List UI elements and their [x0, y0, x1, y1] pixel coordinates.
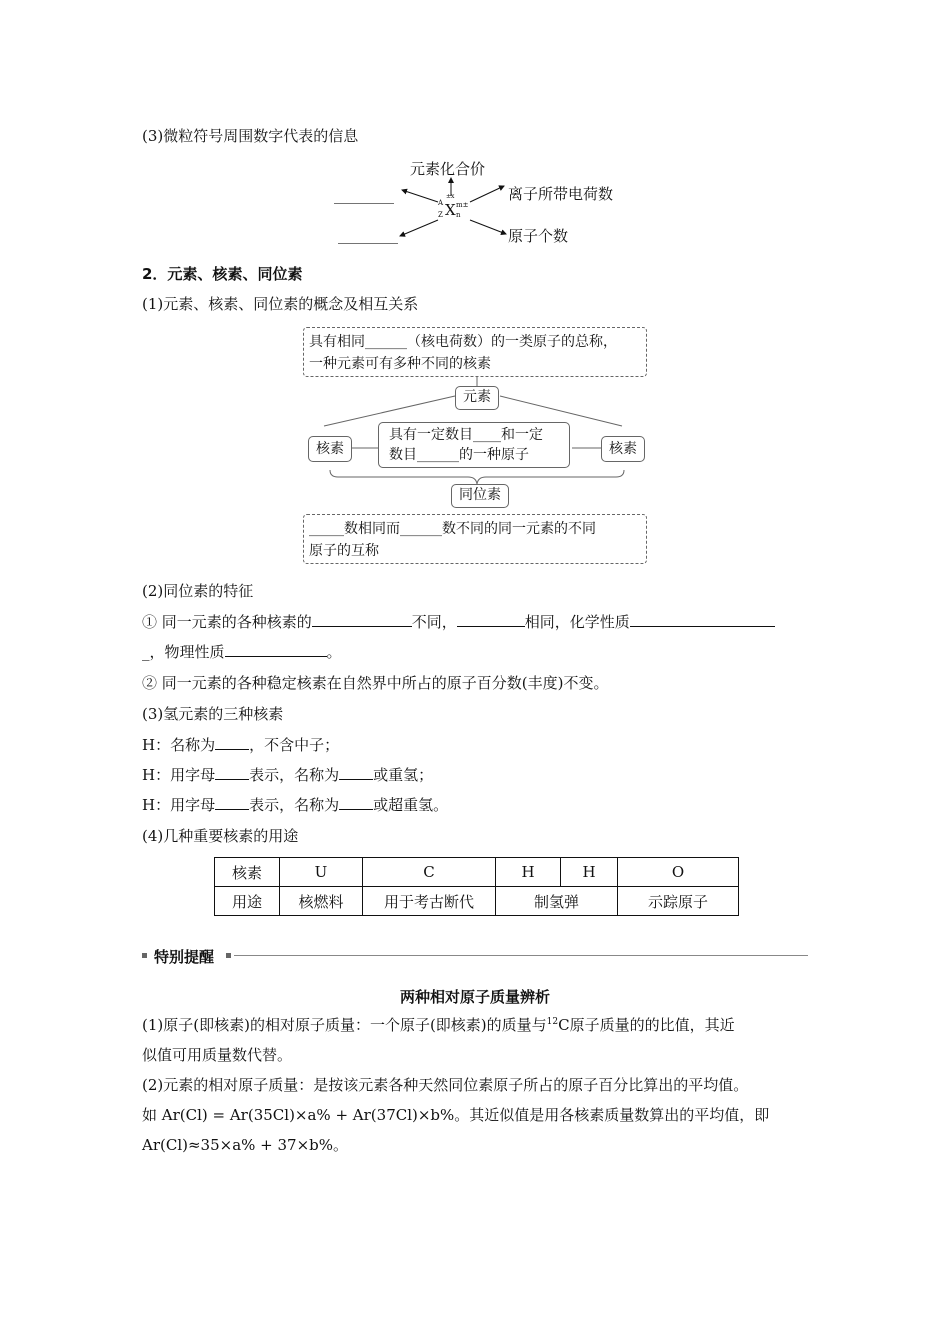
symbol-sup-right: m± [456, 201, 469, 209]
table-cell: 用途 [215, 887, 280, 916]
tip-bullet-right [226, 953, 231, 958]
part2-sub3: (3)氢元素的三种核素 [142, 705, 284, 723]
table-cell: 制氢弹 [496, 887, 618, 916]
h1-text-a: H：名称为 [142, 736, 216, 754]
table-cell: H [496, 858, 561, 887]
table-cell: 用于考古断代 [363, 887, 496, 916]
valence-label: 元素化合价 [410, 160, 486, 178]
feature1-text-c: 相同，化学性质 [524, 613, 630, 631]
isotope-definition-box [303, 514, 647, 564]
h3-text-c: 或超重氢。 [373, 796, 449, 814]
feature1-text-b: 不同， [411, 613, 457, 631]
isotope-def-line2: 原子的互称 [309, 543, 379, 559]
symbol-sub-right: n [456, 211, 461, 219]
isotope-label-box: 同位素 [451, 484, 509, 508]
element-def-line1: 具有相同______（核电荷数）的一类原子的总称， [309, 334, 617, 350]
nuclide-def-line1: 具有一定数目____和一定 [389, 427, 543, 443]
part2-sub2: (2)同位素的特征 [142, 582, 254, 600]
nuclide-def-line2: 数目______的一种原子 [389, 447, 529, 463]
feature2-line: ② 同一元素的各种稳定核素在自然界中所占的原子百分数(丰度)不变。 [142, 674, 609, 692]
feature1-line2 [142, 642, 342, 662]
h3-text-a: H：用字母 [142, 796, 216, 814]
blank-4 [225, 642, 327, 657]
atom-count-label: 原子个数 [508, 227, 569, 245]
tip-label: 特别提醒 [154, 948, 215, 966]
blank-5 [215, 735, 249, 750]
h2-text-a: H：用字母 [142, 766, 216, 784]
element-def-line2: 一种元素可有多种不同的核素 [309, 356, 491, 372]
h2-text-c: 或重氢； [373, 766, 434, 784]
tip-title: 两种相对原子质量辨析 [399, 988, 550, 1006]
table-cell: C [363, 858, 496, 887]
tritium-line [142, 795, 448, 815]
proton-number-blank: ________ [338, 226, 398, 244]
table-row [215, 887, 739, 916]
table-cell: 核素 [215, 858, 280, 887]
ion-charge-label: 离子所带电荷数 [508, 185, 614, 203]
tip-p2-line2: 如 Ar(Cl) = Ar(35Cl)×a% + Ar(37Cl)×b%。其近似值是用各核素质量数算出的平均值，即 [142, 1106, 770, 1124]
feature1-text-d: _，物理性质 [142, 643, 225, 661]
table-row [215, 858, 739, 887]
part2-heading: 2．元素、核素、同位素 [142, 265, 303, 283]
nuclide-left-box: 核素 [308, 436, 352, 462]
tip-p2-line3: Ar(Cl)≈35×a% + 37×b%。 [142, 1136, 349, 1154]
symbol-sup-valence: ±x [446, 193, 455, 200]
tip-p1-line2: 似值可用质量数代替。 [142, 1046, 293, 1064]
blank-9 [339, 795, 373, 810]
feature1-text-e: 。 [326, 643, 342, 661]
blank-8 [215, 795, 249, 810]
blank-1 [312, 612, 412, 627]
tip-bullet-left [142, 953, 147, 958]
blank-2 [457, 612, 525, 627]
element-symbol: X [445, 201, 456, 219]
feature1-line1 [142, 612, 775, 632]
tip-divider [234, 955, 808, 956]
tip-p1-text-a: (1)原子(即核素)的相对原子质量：一个原子(即核素)的质量与 [142, 1016, 547, 1034]
blank-7 [339, 765, 373, 780]
mass-number-blank: ________ [334, 186, 394, 204]
protium-line [142, 735, 339, 755]
part2-sub1: (1)元素、核素、同位素的概念及相互关系 [142, 295, 419, 313]
h2-text-b: 表示，名称为 [249, 766, 340, 784]
blank-3 [630, 612, 775, 627]
tip-p1-superscript: 12 [546, 1017, 559, 1027]
feature1-text-a: ① 同一元素的各种核素的 [142, 613, 312, 631]
table-cell: 示踪原子 [618, 887, 739, 916]
blank-6 [215, 765, 249, 780]
nuclide-definition-box [378, 422, 570, 468]
nuclide-uses-table [214, 857, 739, 916]
section-3-heading: (3)微粒符号周围数字代表的信息 [142, 127, 359, 145]
table-cell: 核燃料 [280, 887, 363, 916]
tip-p2-line1: (2)元素的相对原子质量：是按该元素各种天然同位素原子所占的原子百分比算出的平均值。 [142, 1076, 749, 1094]
tip-p1-line1 [142, 1015, 735, 1038]
table-cell: U [280, 858, 363, 887]
element-label-box: 元素 [455, 386, 499, 410]
symbol-sup-left: A [438, 199, 444, 207]
isotope-def-line1: _____数相同而______数不同的同一元素的不同 [309, 521, 596, 537]
part2-sub4: (4)几种重要核素的用途 [142, 827, 299, 845]
deuterium-line [142, 765, 433, 785]
tip-p1-text-b: C原子质量的的比值，其近 [558, 1016, 735, 1034]
table-cell: O [618, 858, 739, 887]
symbol-sub-left: Z [438, 211, 443, 219]
h3-text-b: 表示，名称为 [249, 796, 340, 814]
table-cell: H [561, 858, 618, 887]
h1-text-b: ，不含中子； [249, 736, 340, 754]
nuclide-right-box: 核素 [601, 436, 645, 462]
element-definition-box [303, 327, 647, 377]
